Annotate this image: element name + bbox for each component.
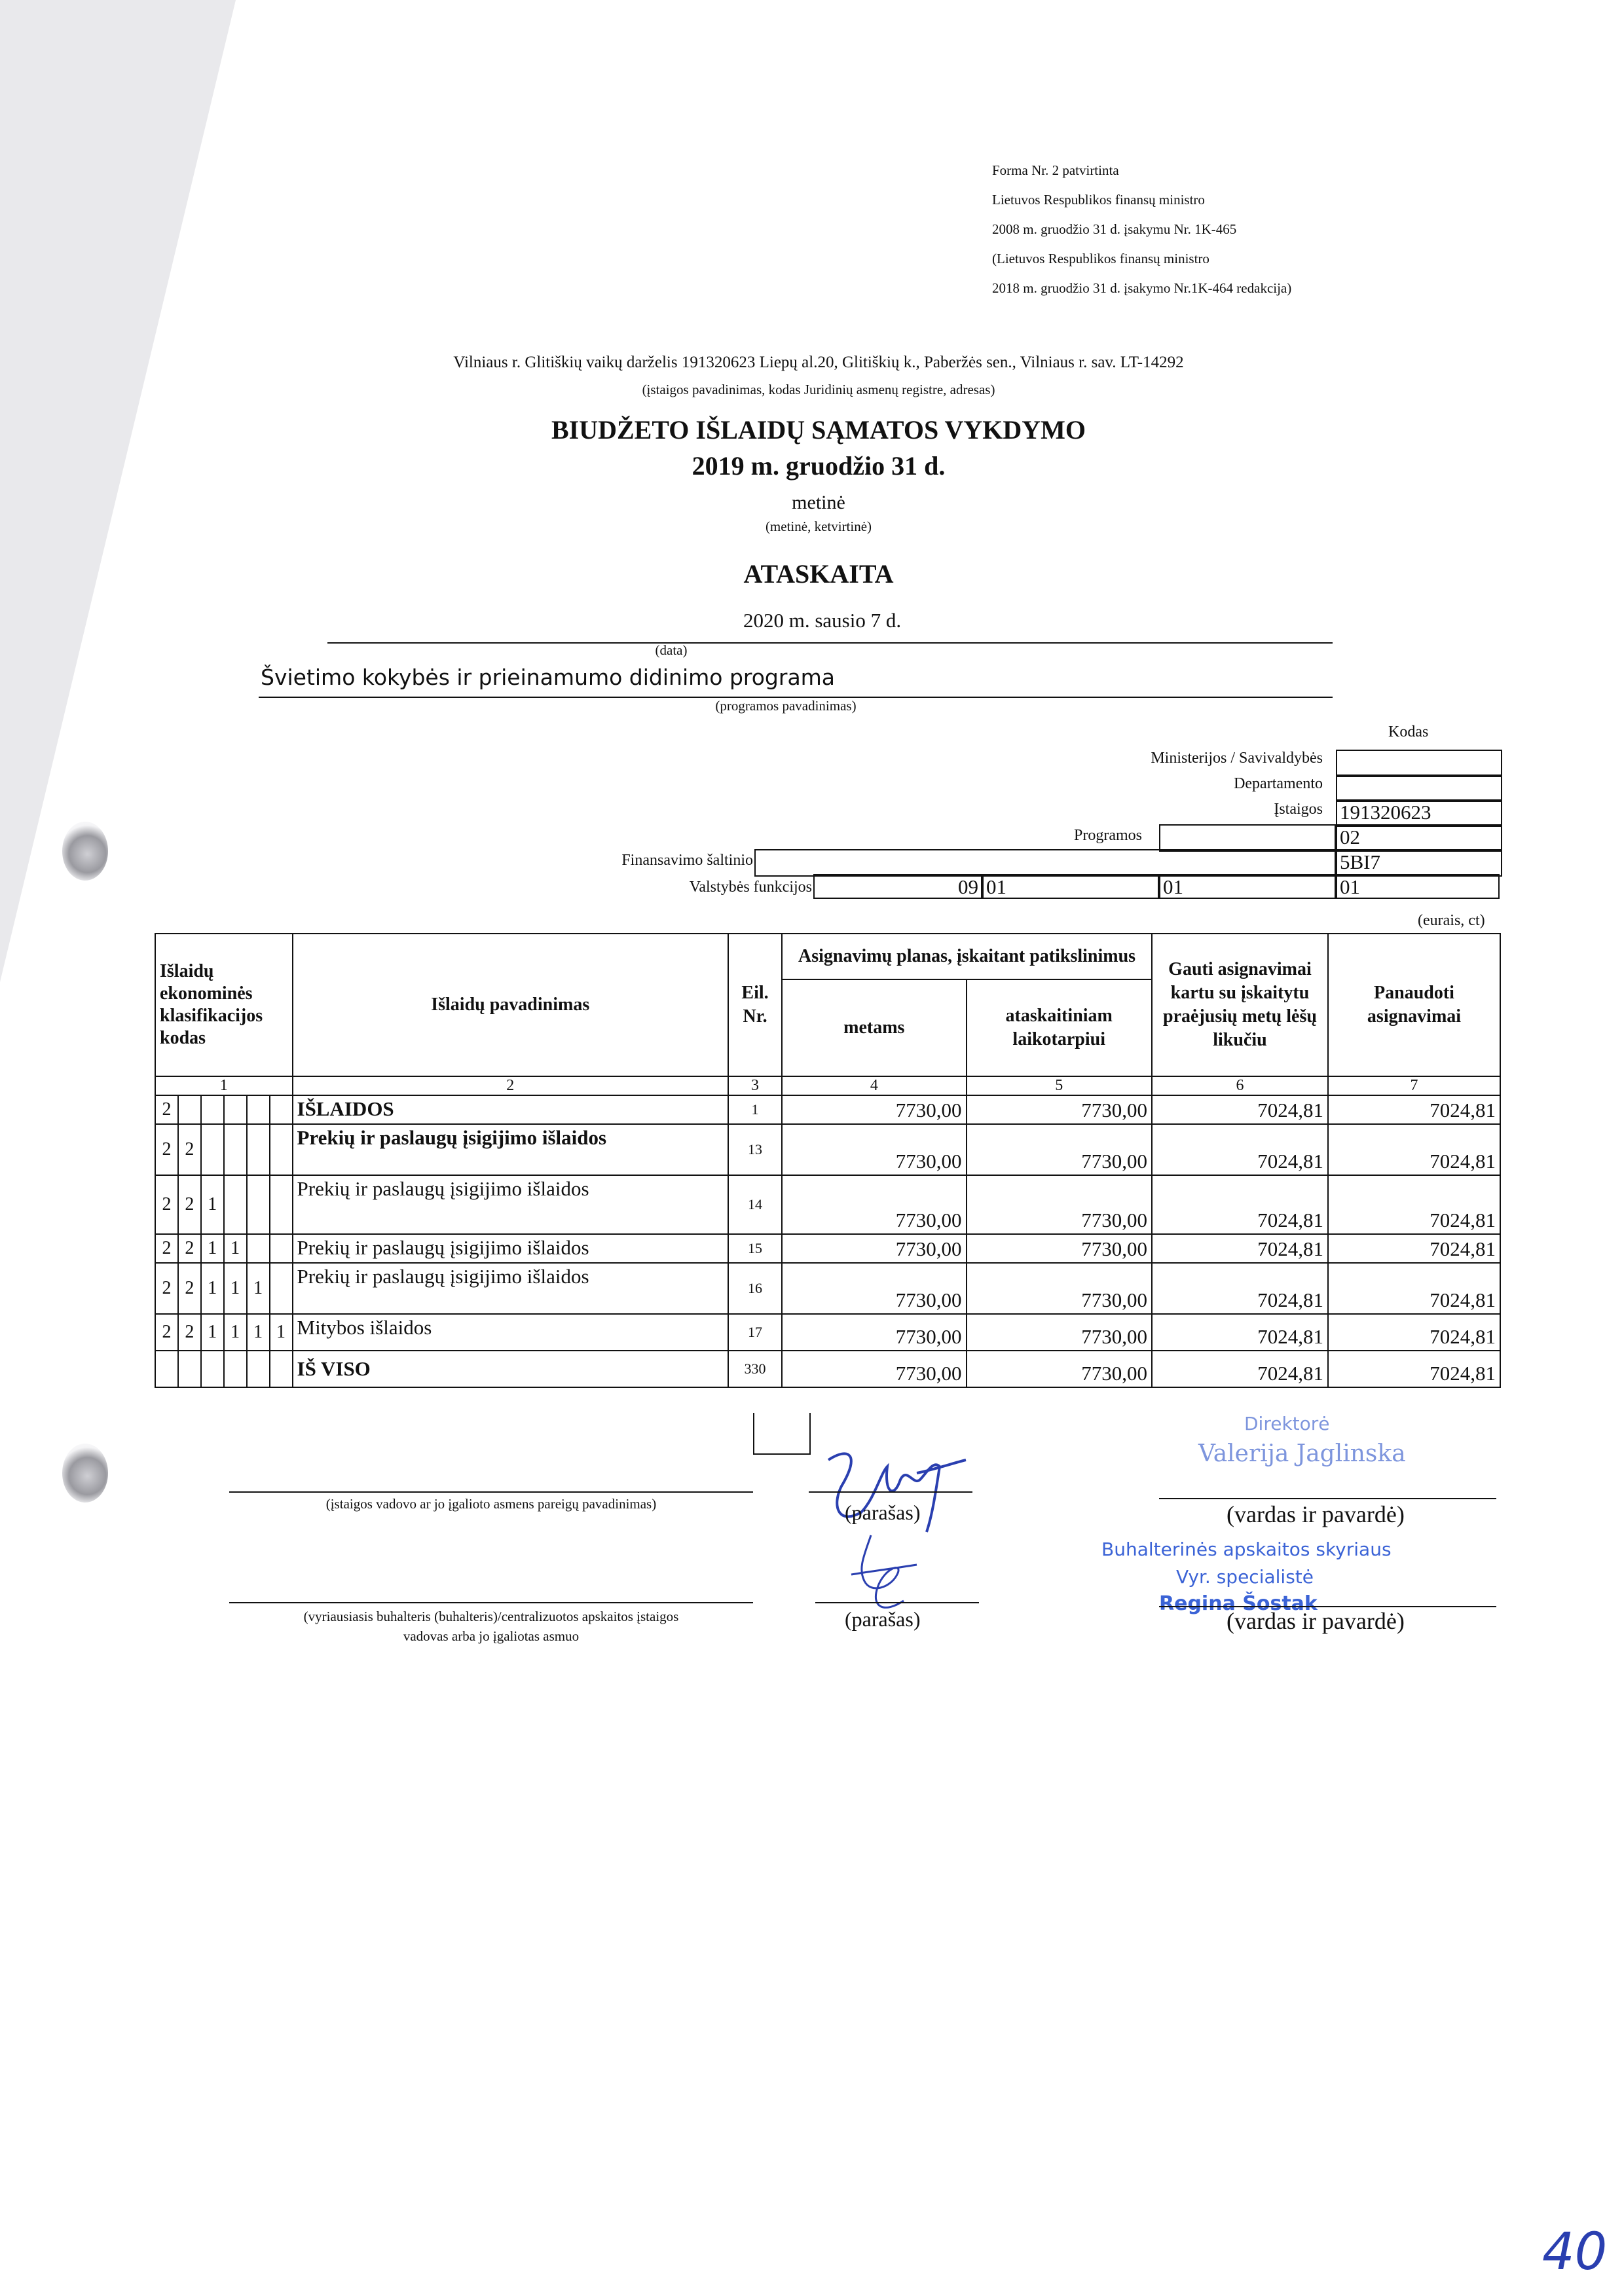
- funding-code-field: 5BI7: [1336, 849, 1502, 877]
- accountant-signature: [832, 1529, 943, 1620]
- index-cell: 6: [1152, 1076, 1328, 1095]
- function-label: Valstybės funkcijos: [689, 879, 812, 896]
- page-number: 40: [1542, 2223, 1608, 2282]
- received-value: 7024,81: [1152, 1314, 1328, 1351]
- row-number: 16: [728, 1263, 782, 1314]
- date-caption: (data): [655, 642, 688, 658]
- header-row-no: Eil. Nr.: [728, 934, 782, 1076]
- stamp-accounting-dept: Buhalterinės apskaitos skyriaus: [1101, 1539, 1392, 1560]
- received-value: 7024,81: [1152, 1095, 1328, 1124]
- header-received: Gauti asignavimai kartu su įskaitytu praėjusių metų lėšų likučiu: [1152, 934, 1328, 1076]
- report-heading: ATASKAITA: [743, 559, 894, 589]
- code-digit: 1: [201, 1263, 224, 1314]
- funding-label: Finansavimo šaltinio: [621, 852, 753, 869]
- expense-name: Prekių ir paslaugų įsigijimo išlaidos: [293, 1263, 728, 1314]
- plan-period-value: 7730,00: [967, 1124, 1152, 1175]
- expense-name: Prekių ir paslaugų įsigijimo išlaidos: [293, 1124, 728, 1175]
- head-signature-label: (parašas): [845, 1501, 921, 1524]
- index-cell: 2: [293, 1076, 728, 1095]
- plan-year-value: 7730,00: [782, 1095, 966, 1124]
- function-code-4: 01: [1336, 874, 1500, 899]
- code-digit: [201, 1124, 224, 1175]
- head-title-line: [229, 1491, 753, 1493]
- ministry-label: Ministerijos / Savivaldybės: [1151, 750, 1323, 767]
- punch-hole-bottom: [62, 1444, 108, 1503]
- total-row: [155, 1351, 1500, 1387]
- program-code-label: Programos: [1074, 827, 1142, 844]
- program-name: Švietimo kokybės ir prieinamumo didinimo programa: [261, 665, 836, 690]
- code-digit: 2: [178, 1124, 201, 1175]
- plan-year-value: 7730,00: [782, 1314, 966, 1351]
- institution-code-label: Įstaigos: [1274, 801, 1323, 818]
- program-caption: (programos pavadinimas): [715, 698, 857, 714]
- institution-caption: (įstaigos pavadinimas, kodas Juridinių asmenų registre, adresas): [642, 382, 995, 397]
- expense-name: Prekių ir paslaugų įsigijimo išlaidos: [293, 1234, 728, 1263]
- code-digit: 2: [178, 1234, 201, 1263]
- code-digit: 2: [155, 1263, 178, 1314]
- ministry-code-field: [1336, 750, 1502, 777]
- codes-header: Kodas: [1388, 723, 1429, 740]
- form-header-line: 2018 m. gruodžio 31 d. įsakymo Nr.1K-464 redakcija): [992, 280, 1292, 296]
- form-header-line: Lietuvos Respublikos finansų ministro: [992, 192, 1205, 208]
- code-digit: 1: [201, 1314, 224, 1351]
- head-name-label: (vardas ir pavardė): [1227, 1501, 1405, 1527]
- function-code-2: 01: [982, 874, 1159, 899]
- table-row: [155, 1124, 1500, 1175]
- used-value: 7024,81: [1328, 1124, 1500, 1175]
- expense-name: IŠLAIDOS: [293, 1095, 728, 1124]
- table-row: [155, 1314, 1500, 1351]
- function-code-3: 01: [1159, 874, 1336, 899]
- accountant-caption-line: vadovas arba jo įgaliotas asmuo: [403, 1628, 580, 1644]
- code-digit: 1: [247, 1263, 270, 1314]
- head-caption: (įstaigos vadovo ar jo įgalioto asmens pareigų pavadinimas): [325, 1496, 657, 1512]
- page-fold-shadow: [0, 0, 236, 982]
- program-code-field: 02: [1336, 824, 1502, 852]
- expense-name: Mitybos išlaidos: [293, 1314, 728, 1351]
- institution-code-field: 191320623: [1336, 799, 1502, 827]
- code-digit: 2: [178, 1314, 201, 1351]
- received-value: 7024,81: [1152, 1124, 1328, 1175]
- index-cell: 1: [155, 1076, 293, 1095]
- header-plan-period: ataskaitiniam laikotarpiui: [967, 979, 1152, 1076]
- code-digit: 1: [201, 1175, 224, 1234]
- code-digit: 1: [224, 1234, 247, 1263]
- program-code-blank: [1159, 824, 1336, 852]
- index-cell: 4: [782, 1076, 966, 1095]
- table-row: [155, 1234, 1500, 1263]
- form-header-line: 2008 m. gruodžio 31 d. įsakymu Nr. 1K-465: [992, 221, 1237, 237]
- stamp-director-title: Direktorė: [1244, 1413, 1330, 1434]
- head-name-line: [1159, 1498, 1496, 1499]
- form-header-line: (Lietuvos Respublikos finansų ministro: [992, 251, 1209, 266]
- code-digit: 1: [224, 1263, 247, 1314]
- report-date: 2020 m. sausio 7 d.: [743, 609, 902, 632]
- used-value: 7024,81: [1328, 1175, 1500, 1234]
- code-digit: 2: [155, 1175, 178, 1234]
- used-value: 7024,81: [1328, 1234, 1500, 1263]
- code-digit: [224, 1124, 247, 1175]
- total-label: IŠ VISO: [293, 1351, 728, 1387]
- accountant-title-line: [229, 1602, 753, 1603]
- code-digit: [270, 1124, 293, 1175]
- header-plan: Asignavimų planas, įskaitant patikslinimus: [782, 934, 1152, 979]
- code-digit: [201, 1095, 224, 1124]
- code-digit: 2: [155, 1095, 178, 1124]
- received-value: 7024,81: [1152, 1175, 1328, 1234]
- total-plan-period: 7730,00: [967, 1351, 1152, 1387]
- punch-hole-top: [62, 822, 108, 881]
- total-received: 7024,81: [1152, 1351, 1328, 1387]
- code-digit: [270, 1095, 293, 1124]
- code-digit: [270, 1234, 293, 1263]
- plan-period-value: 7730,00: [967, 1263, 1152, 1314]
- plan-period-value: 7730,00: [967, 1314, 1152, 1351]
- accountant-caption-line: (vyriausiasis buhalteris (buhalteris)/centralizuotos apskaitos įstaigos: [303, 1609, 679, 1624]
- code-digit: [247, 1095, 270, 1124]
- used-value: 7024,81: [1328, 1314, 1500, 1351]
- code-digit: 2: [155, 1234, 178, 1263]
- stamp-director-name: Valerija Jaglinska: [1198, 1440, 1406, 1467]
- row-number: 15: [728, 1234, 782, 1263]
- index-cell: 7: [1328, 1076, 1500, 1095]
- funding-code-blank: [754, 849, 1336, 877]
- table-row: [155, 1263, 1500, 1314]
- plan-year-value: 7730,00: [782, 1124, 966, 1175]
- plan-period-value: 7730,00: [967, 1234, 1152, 1263]
- code-digit: [178, 1095, 201, 1124]
- used-value: 7024,81: [1328, 1095, 1500, 1124]
- header-used: Panaudoti asignavimai: [1328, 934, 1500, 1076]
- row-number: 17: [728, 1314, 782, 1351]
- row-number: 1: [728, 1095, 782, 1124]
- expenditure-table: [155, 933, 1501, 1388]
- plan-period-value: 7730,00: [967, 1095, 1152, 1124]
- report-date-title: 2019 m. gruodžio 31 d.: [692, 451, 946, 481]
- received-value: 7024,81: [1152, 1234, 1328, 1263]
- institution-line: Vilniaus r. Glitiškių vaikų darželis 191320623 Liepų al.20, Glitiškių k., Paberžės sen., Vilniaus r. sav. LT-14292: [453, 354, 1184, 371]
- code-digit: [270, 1263, 293, 1314]
- code-digit: 1: [201, 1234, 224, 1263]
- row-number: 14: [728, 1175, 782, 1234]
- code-digit: [247, 1124, 270, 1175]
- index-row: [155, 1076, 1500, 1095]
- accountant-name-label: (vardas ir pavardė): [1227, 1608, 1405, 1634]
- code-digit: [270, 1175, 293, 1234]
- accountant-signature-line: [815, 1602, 979, 1603]
- code-digit: 2: [155, 1314, 178, 1351]
- code-digit: [224, 1095, 247, 1124]
- code-digit: [247, 1175, 270, 1234]
- stamp-accounting-title: Vyr. specialistė: [1176, 1566, 1314, 1588]
- total-row-number: 330: [728, 1351, 782, 1387]
- received-value: 7024,81: [1152, 1263, 1328, 1314]
- header-name: Išlaidų pavadinimas: [293, 934, 728, 1076]
- department-label: Departamento: [1234, 775, 1323, 792]
- stamp-accounting-name: Regina Šostak: [1159, 1592, 1318, 1615]
- total-plan-year: 7730,00: [782, 1351, 966, 1387]
- function-code-1: 09: [813, 874, 982, 899]
- form-approval-header: [992, 156, 1291, 303]
- index-cell: 3: [728, 1076, 782, 1095]
- index-cell: 5: [967, 1076, 1152, 1095]
- total-used: 7024,81: [1328, 1351, 1500, 1387]
- code-digit: 1: [247, 1314, 270, 1351]
- code-digit: 1: [224, 1314, 247, 1351]
- head-signature-line: [809, 1491, 972, 1493]
- report-period: metinė: [792, 492, 845, 513]
- expense-name: Prekių ir paslaugų įsigijimo išlaidos: [293, 1175, 728, 1234]
- date-underline: [327, 642, 1333, 644]
- accountant-signature-label: (parašas): [845, 1607, 921, 1631]
- plan-year-value: 7730,00: [782, 1263, 966, 1314]
- code-digit: 2: [155, 1124, 178, 1175]
- table-row: [155, 1175, 1500, 1234]
- code-digit: [247, 1234, 270, 1263]
- table-row: [155, 1095, 1500, 1124]
- header-code: Išlaidų ekonominės klasifikacijos kodas: [155, 934, 293, 1076]
- report-title: BIUDŽETO IŠLAIDŲ SĄMATOS VYKDYMO: [551, 415, 1086, 445]
- header-plan-year: metams: [782, 979, 966, 1076]
- code-digit: 1: [270, 1314, 293, 1351]
- code-digit: 2: [178, 1175, 201, 1234]
- currency-note: (eurais, ct): [1418, 912, 1485, 929]
- report-period-caption: (metinė, ketvirtinė): [765, 519, 872, 534]
- accountant-caption: [223, 1607, 760, 1646]
- code-digit: 2: [178, 1263, 201, 1314]
- plan-year-value: 7730,00: [782, 1175, 966, 1234]
- form-header-line: Forma Nr. 2 patvirtinta: [992, 162, 1119, 178]
- department-code-field: [1336, 774, 1502, 802]
- plan-period-value: 7730,00: [967, 1175, 1152, 1234]
- row-number: 13: [728, 1124, 782, 1175]
- code-digit: [224, 1175, 247, 1234]
- used-value: 7024,81: [1328, 1263, 1500, 1314]
- plan-year-value: 7730,00: [782, 1234, 966, 1263]
